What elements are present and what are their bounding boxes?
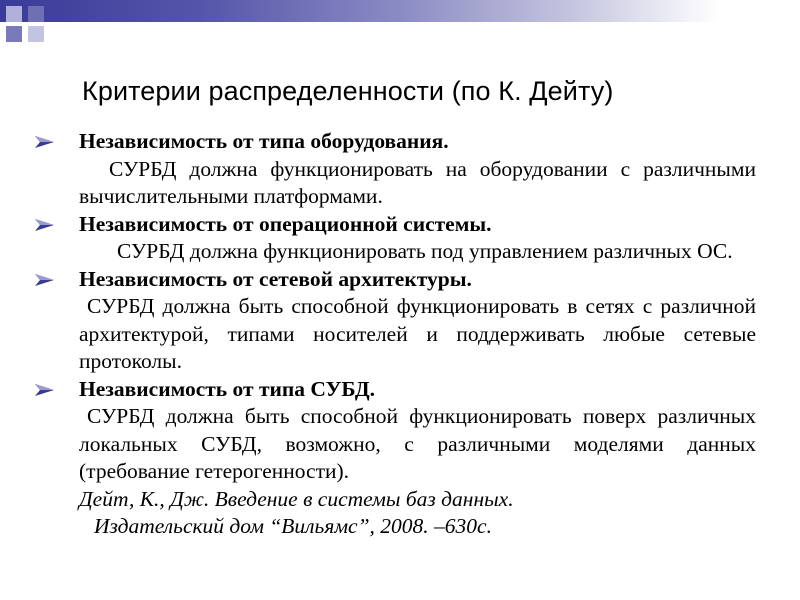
reference-line: Дейт, К., Дж. Введение в системы баз данных. <box>79 486 514 511</box>
bullet-heading: Независимость от операционной системы. <box>79 211 492 236</box>
bullet-text: СУРБД должна быть способной функционировать поверх различных локальных СУБД, возможно, с различными моделями данных (требование гетерогенности). <box>79 404 756 483</box>
arrow-bullet-icon <box>34 382 56 398</box>
arrow-bullet-icon <box>34 272 56 288</box>
bullet-text: СУРБД должна функционировать под управлением различных ОС. <box>117 239 733 263</box>
decor-square-icon <box>28 26 44 42</box>
arrow-bullet-icon <box>34 217 56 233</box>
reference-line: Издательский дом “Вильямс”, 2008. –630с. <box>94 514 492 538</box>
bullet-item <box>34 128 756 156</box>
bullet-text: СУРБД должна быть способной функционировать в сетях с различной архитектурой, типами носителей и поддерживать любые сетевые протоколы. <box>79 294 756 373</box>
bullet-item <box>34 376 756 404</box>
slide-title: Критерии распределенности (по К. Дейту) <box>82 76 614 106</box>
bullet-item <box>34 211 756 239</box>
decor-square-icon <box>6 6 22 22</box>
decor-square-icon <box>6 26 22 42</box>
bullet-heading: Независимость от типа СУБД. <box>79 376 375 401</box>
arrow-bullet-icon <box>34 134 56 150</box>
bullet-text: СУРБД должна функционировать на оборудовании с различными вычислительными платформами. <box>79 156 756 208</box>
bullet-heading: Независимость от сетевой архитектуры. <box>79 266 472 291</box>
bullet-heading: Независимость от типа оборудования. <box>79 129 449 153</box>
bullet-item <box>34 266 756 294</box>
slide-body <box>34 128 756 541</box>
decor-square-icon <box>28 6 44 22</box>
header-gradient-bar <box>0 0 800 22</box>
